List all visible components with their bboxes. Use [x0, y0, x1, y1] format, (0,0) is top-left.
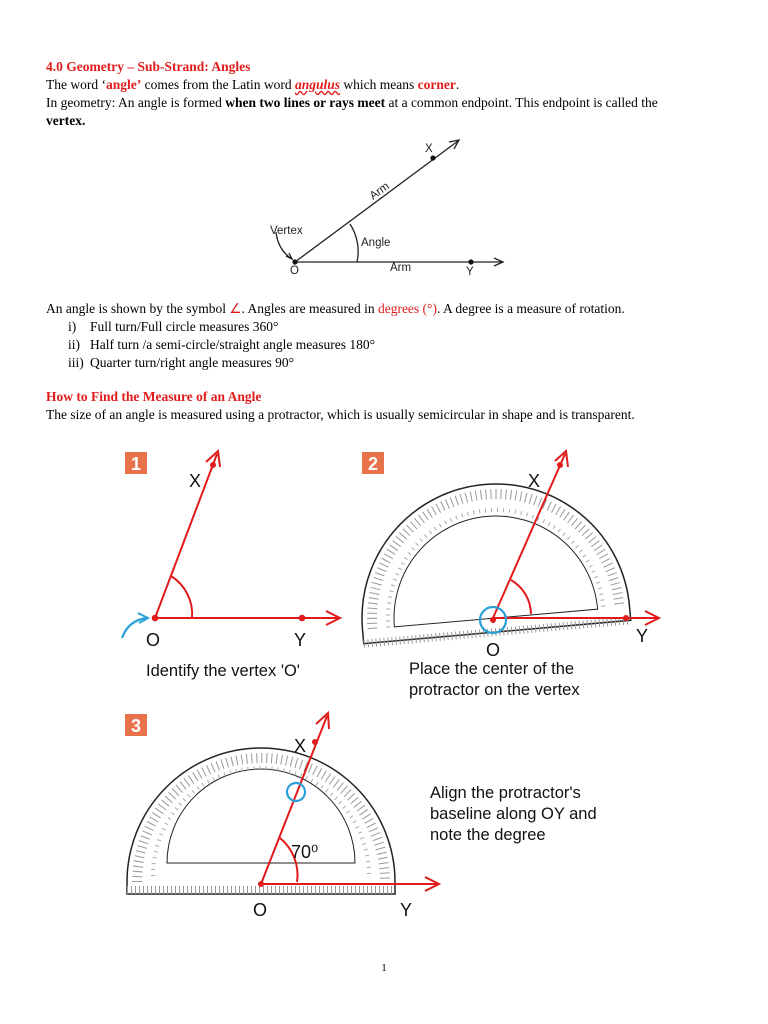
step3-caption-line2: baseline along OY and: [430, 805, 597, 823]
fig1-angle-label: Angle: [361, 237, 391, 249]
angle-symbol: ∠: [229, 301, 242, 316]
step1-caption: Identify the vertex 'O': [146, 662, 300, 680]
step3-measure-label: 70⁰: [291, 842, 319, 862]
text: The word ‘: [46, 77, 106, 92]
text: . Angles are measured in: [241, 301, 378, 316]
step1-y-label: Y: [294, 630, 307, 650]
text: which means: [339, 77, 418, 92]
step3-o-label: O: [253, 900, 268, 920]
bold-text: when two lines or rays meet: [225, 95, 386, 110]
angle-diagram: [262, 128, 522, 280]
step2-x-label: X: [528, 471, 541, 491]
step3-x-label: X: [294, 736, 307, 756]
fig1-o-label: O: [290, 265, 299, 277]
angle-term: angle’: [105, 77, 142, 92]
step3-caption-line3: note the degree: [430, 826, 546, 844]
fig1-arm-bottom-label: Arm: [390, 262, 412, 274]
text: In geometry: An angle is formed: [46, 95, 226, 110]
list-item: i) Full turn/Full circle measures 360°: [68, 319, 279, 334]
page-heading: 4.0 Geometry – Sub-Strand: Angles: [46, 59, 251, 74]
fig1-x-label: X: [425, 143, 433, 155]
page-number: 1: [381, 962, 387, 974]
text: . A degree is a measure of rotation.: [436, 301, 625, 316]
text: An angle is shown by the symbol: [46, 301, 230, 316]
step2-caption-line2: protractor on the vertex: [409, 681, 580, 699]
step-2-figure: [352, 446, 664, 706]
latin-term: angulus: [294, 77, 340, 92]
fig1-y-label: Y: [466, 266, 474, 278]
step3-y-label: Y: [400, 900, 413, 920]
section-paragraph: The size of an angle is measured using a protractor, which is usually semicircular in shape and is transparent.: [46, 407, 635, 422]
text: at a common endpoint. This endpoint is called the: [385, 95, 658, 110]
step-number: 2: [367, 454, 379, 474]
section-heading: How to Find the Measure of an Angle: [46, 389, 262, 404]
fig1-arm-top-label: Arm: [367, 180, 392, 203]
step-3-figure: [110, 706, 655, 922]
list-item: ii) Half turn /a semi-circle/straight angle measures 180°: [68, 337, 376, 352]
text: .: [455, 77, 460, 92]
fig1-vertex-label: Vertex: [270, 225, 303, 237]
intro-line-1: [46, 76, 459, 94]
step2-y-label: Y: [636, 626, 649, 646]
step-number: 3: [130, 716, 142, 736]
symbol-paragraph: [46, 300, 625, 318]
degrees-term: degrees (°): [377, 301, 437, 316]
step1-o-label: O: [146, 630, 161, 650]
intro-line-2: [46, 94, 658, 112]
step1-x-label: X: [189, 471, 202, 491]
step2-o-label: O: [486, 640, 501, 660]
step-number: 1: [130, 454, 142, 474]
step3-caption-line1: Align the protractor's: [430, 784, 581, 802]
corner-term: corner: [417, 77, 456, 92]
text: comes from the Latin word: [141, 77, 295, 92]
step-1-figure: [110, 446, 370, 706]
step2-caption-line1: Place the center of the: [409, 660, 575, 678]
list-item: iii) Quarter turn/right angle measures 90°: [68, 355, 295, 370]
vertex-term: vertex.: [46, 113, 86, 128]
